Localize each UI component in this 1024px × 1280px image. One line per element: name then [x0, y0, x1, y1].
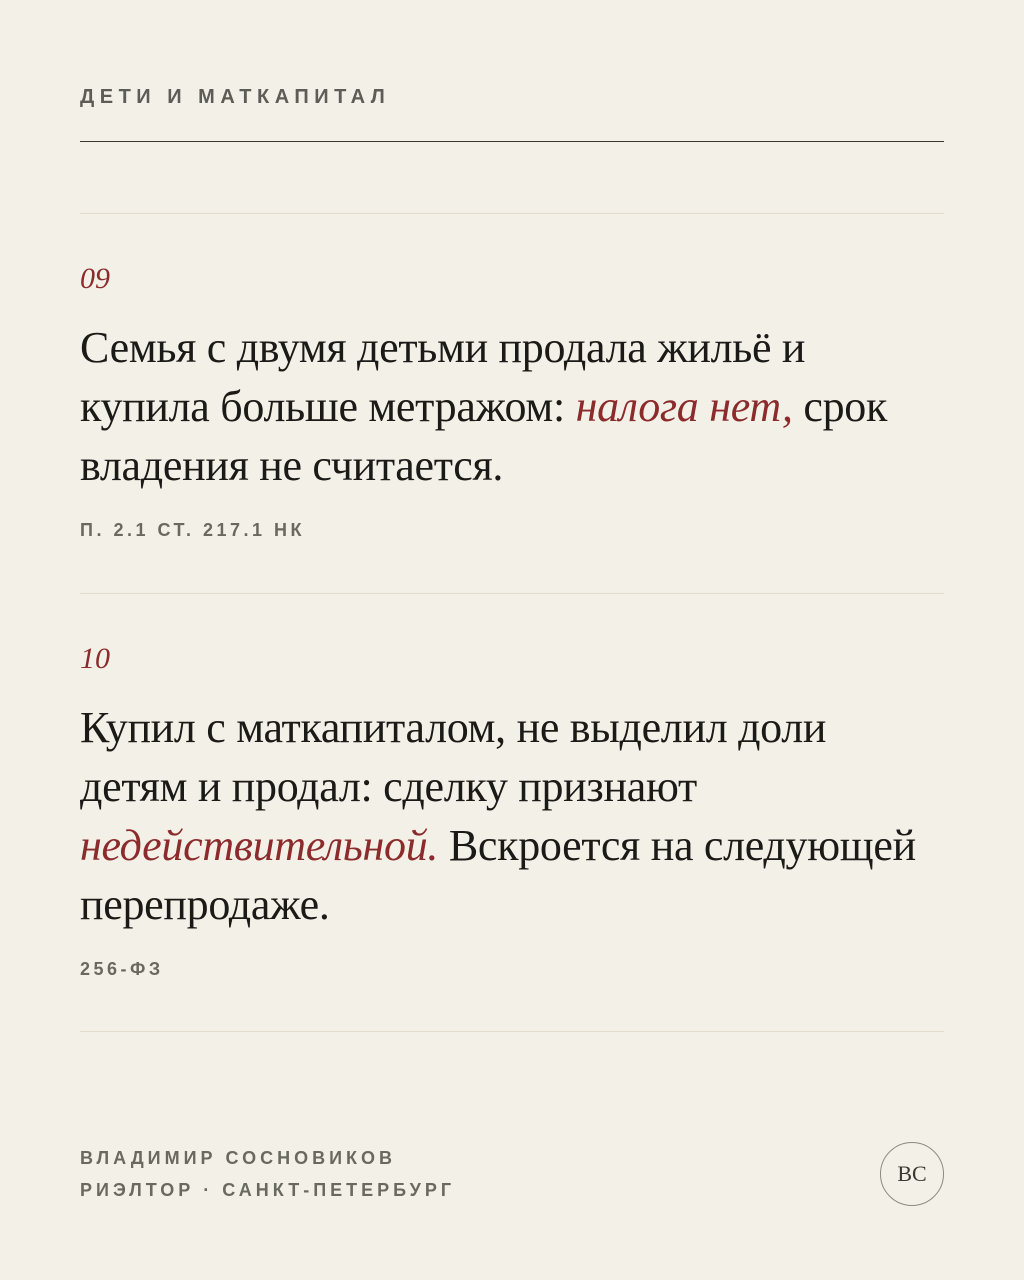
- header-divider: [80, 141, 944, 142]
- divider: [80, 1031, 944, 1032]
- section-title: ДЕТИ И МАТКАПИТАЛ: [80, 86, 391, 108]
- item-text-before: Купил с маткапиталом, не выделил доли детям и продал: сделку признают: [80, 703, 827, 811]
- item-reference: П. 2.1 СТ. 217.1 НК: [80, 520, 306, 540]
- item-reference: 256-ФЗ: [80, 959, 164, 979]
- divider: [80, 213, 944, 214]
- author-name: ВЛАДИМИР СОСНОВИКОВ: [80, 1148, 397, 1168]
- item-text-before: Семья с двумя детьми продала жильё и купила больше метражом:: [80, 323, 806, 431]
- item-text-after: Вскроется на следующей перепродаже.: [80, 821, 916, 929]
- divider: [80, 593, 944, 594]
- item-text: [80, 318, 944, 495]
- item-text-accent: налога нет,: [575, 382, 793, 431]
- item-number: 09: [80, 262, 110, 295]
- monogram-badge: ВС: [880, 1142, 944, 1206]
- item-text-after: срок владения не считается.: [80, 382, 888, 490]
- item-text: [80, 698, 944, 934]
- item-number: 10: [80, 642, 110, 675]
- item-text-accent: недействительной.: [80, 821, 439, 870]
- page: [80, 0, 944, 1280]
- author-role: РИЭЛТОР · САНКТ-ПЕТЕРБУРГ: [80, 1180, 456, 1200]
